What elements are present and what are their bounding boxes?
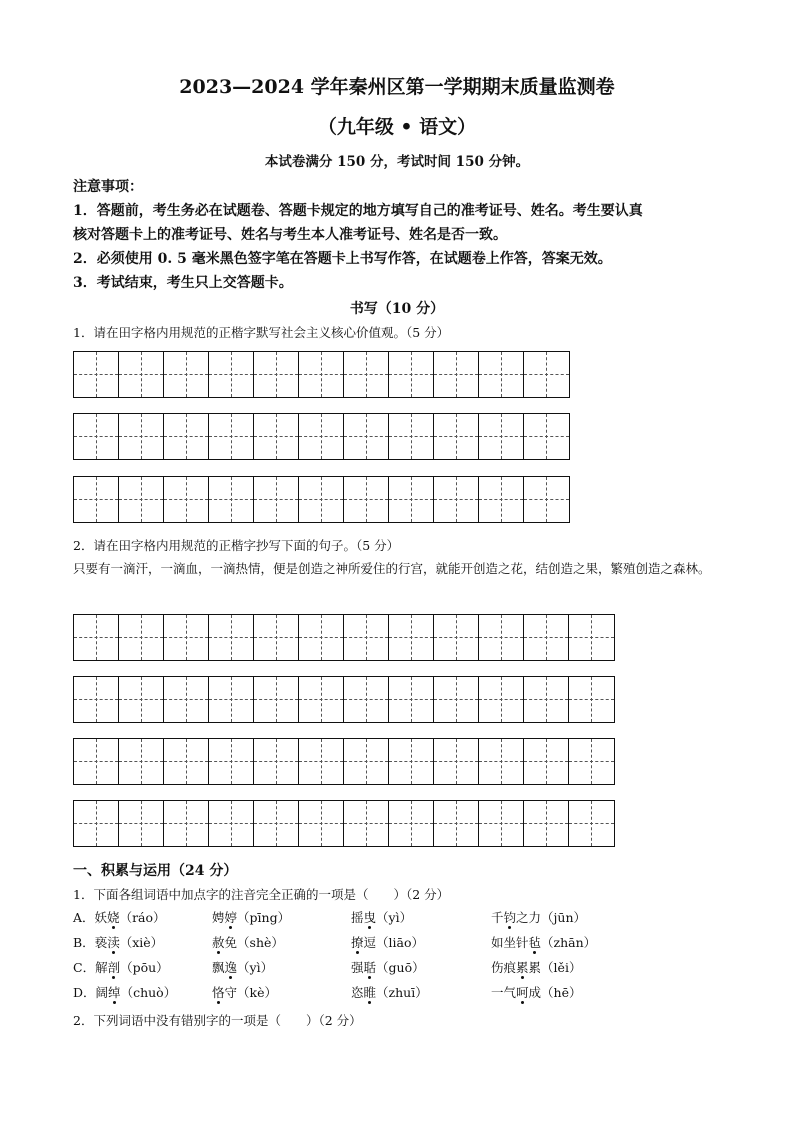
option-b-word-4 xyxy=(491,933,596,951)
section-1-question-2: 2．下列词语中没有错别字的一项是（ ）（2 分） xyxy=(73,1013,362,1028)
dotted-character: 撩 xyxy=(351,935,364,950)
tianzige-row[interactable] xyxy=(73,413,570,460)
tianzige-cell[interactable] xyxy=(299,477,344,522)
tianzige-cell[interactable] xyxy=(524,615,569,660)
pinyin: （zhān） xyxy=(541,935,597,950)
tianzige-cell[interactable] xyxy=(299,352,344,397)
tianzige-cell[interactable] xyxy=(344,801,389,846)
score-info: 本试卷满分 150 分，考试时间 150 分钟。 xyxy=(264,154,530,170)
pinyin: （lěi） xyxy=(541,960,582,975)
tianzige-cell[interactable] xyxy=(119,801,164,846)
word-text: 亵 xyxy=(94,935,108,950)
section-1-heading: 一、积累与运用（24 分） xyxy=(73,863,238,879)
tianzige-cell[interactable] xyxy=(344,414,389,459)
tianzige-cell[interactable] xyxy=(479,352,524,397)
tianzige-cell[interactable] xyxy=(299,615,344,660)
word-text: 一气 xyxy=(491,985,517,1000)
notice-item-1-line-2: 核对答题卡上的准考证号、姓名与考生本人准考证号、姓名是否一致。 xyxy=(73,227,507,243)
option-b-word-1 xyxy=(73,933,163,951)
tianzige-cell[interactable] xyxy=(209,615,254,660)
tianzige-cell[interactable] xyxy=(479,677,524,722)
tianzige-cell[interactable] xyxy=(119,477,164,522)
tianzige-cell[interactable] xyxy=(254,677,299,722)
word-text: 逗 xyxy=(363,935,377,950)
tianzige-cell[interactable] xyxy=(164,414,209,459)
option-a-word-2 xyxy=(212,908,290,926)
tianzige-cell[interactable] xyxy=(524,801,569,846)
dotted-character: 曳 xyxy=(363,910,377,925)
tianzige-cell[interactable] xyxy=(254,739,299,784)
tianzige-cell[interactable] xyxy=(524,414,569,459)
tianzige-cell[interactable] xyxy=(344,739,389,784)
tianzige-cell[interactable] xyxy=(164,739,209,784)
tianzige-cell[interactable] xyxy=(479,739,524,784)
notice-item-1-line-1: 1．答题前，考生务必在试题卷、答题卡规定的地方填写自己的准考证号、姓名。考生要认真 xyxy=(73,203,643,219)
dotted-character: 婷 xyxy=(224,910,238,925)
tianzige-cell[interactable] xyxy=(479,477,524,522)
tianzige-cell[interactable] xyxy=(344,352,389,397)
tianzige-cell[interactable] xyxy=(74,477,119,522)
option-letter[interactable]: A． xyxy=(73,910,95,925)
tianzige-cell[interactable] xyxy=(254,352,299,397)
word-text: 强 xyxy=(351,960,364,975)
tianzige-cell[interactable] xyxy=(299,739,344,784)
word-text: 守 xyxy=(224,985,238,1000)
tianzige-cell[interactable] xyxy=(434,801,479,846)
word-text: 阔 xyxy=(95,985,109,1000)
dotted-character: 钧 xyxy=(503,910,517,925)
tianzige-cell[interactable] xyxy=(344,477,389,522)
word-text: 免 xyxy=(224,935,238,950)
option-b-word-2 xyxy=(212,933,284,951)
option-c-word-2 xyxy=(212,958,273,976)
tianzige-cell[interactable] xyxy=(389,414,434,459)
tianzige-cell[interactable] xyxy=(164,352,209,397)
tianzige-cell[interactable] xyxy=(254,414,299,459)
tianzige-cell[interactable] xyxy=(479,414,524,459)
dotted-character: 累 xyxy=(516,960,529,975)
tianzige-cell[interactable] xyxy=(569,677,614,722)
tianzige-cell[interactable] xyxy=(119,739,164,784)
tianzige-cell[interactable] xyxy=(254,615,299,660)
word-text: 恣 xyxy=(351,985,364,1000)
tianzige-cell[interactable] xyxy=(389,801,434,846)
pinyin: （hē） xyxy=(541,985,582,1000)
tianzige-row[interactable] xyxy=(73,476,570,523)
dotted-character: 聒 xyxy=(363,960,377,975)
option-b-word-3 xyxy=(351,933,424,951)
tianzige-cell[interactable] xyxy=(209,801,254,846)
pinyin: （chuò） xyxy=(120,985,177,1000)
option-letter[interactable]: D． xyxy=(73,985,96,1000)
tianzige-cell[interactable] xyxy=(389,739,434,784)
word-text: 成 xyxy=(528,985,542,1000)
option-a-word-4 xyxy=(491,908,586,926)
tianzige-cell[interactable] xyxy=(434,352,479,397)
tianzige-cell[interactable] xyxy=(299,801,344,846)
tianzige-row[interactable] xyxy=(73,738,615,785)
writing-section-heading: 书写（10 分） xyxy=(349,301,445,317)
word-text: 解 xyxy=(95,960,108,975)
tianzige-row[interactable] xyxy=(73,614,615,661)
option-letter[interactable]: C． xyxy=(73,960,96,975)
tianzige-cell[interactable] xyxy=(164,677,209,722)
word-text: 千 xyxy=(491,910,504,925)
option-d-word-2 xyxy=(212,983,277,1001)
tianzige-cell[interactable] xyxy=(74,414,119,459)
notice-item-3: 3．考试结束，考生只上交答题卡。 xyxy=(73,275,293,291)
pinyin: （yì） xyxy=(376,910,413,925)
dotted-character: 睢 xyxy=(363,985,377,1000)
tianzige-row[interactable] xyxy=(73,800,615,847)
tianzige-cell[interactable] xyxy=(524,352,569,397)
tianzige-cell[interactable] xyxy=(524,677,569,722)
tianzige-cell[interactable] xyxy=(479,801,524,846)
tianzige-cell[interactable] xyxy=(344,615,389,660)
dotted-character: 赦 xyxy=(212,935,225,950)
tianzige-cell[interactable] xyxy=(119,414,164,459)
pinyin: （ráo） xyxy=(119,910,166,925)
tianzige-cell[interactable] xyxy=(164,615,209,660)
dotted-character: 呵 xyxy=(516,985,529,1000)
tianzige-cell[interactable] xyxy=(434,414,479,459)
tianzige-cell[interactable] xyxy=(299,414,344,459)
tianzige-cell[interactable] xyxy=(209,352,254,397)
tianzige-cell[interactable] xyxy=(389,477,434,522)
option-c-word-1 xyxy=(73,958,169,976)
tianzige-cell[interactable] xyxy=(119,352,164,397)
tianzige-cell[interactable] xyxy=(254,801,299,846)
tianzige-row[interactable] xyxy=(73,351,570,398)
dotted-character: 娆 xyxy=(107,910,120,925)
pinyin: （pōu） xyxy=(120,960,169,975)
tianzige-row[interactable] xyxy=(73,676,615,723)
dotted-character: 逸 xyxy=(224,960,238,975)
tianzige-cell[interactable] xyxy=(569,801,614,846)
option-d-word-3 xyxy=(351,983,428,1001)
tianzige-cell[interactable] xyxy=(434,477,479,522)
dotted-character: 毡 xyxy=(528,935,542,950)
dotted-character: 渎 xyxy=(107,935,120,950)
word-text: 娉 xyxy=(212,910,225,925)
pinyin: （jūn） xyxy=(541,910,587,925)
pinyin: （kè） xyxy=(237,985,278,1000)
option-letter[interactable]: B． xyxy=(73,935,95,950)
pinyin: （liāo） xyxy=(376,935,425,950)
tianzige-cell[interactable] xyxy=(569,615,614,660)
tianzige-cell[interactable] xyxy=(209,477,254,522)
word-text: 摇 xyxy=(351,910,364,925)
tianzige-cell[interactable] xyxy=(74,739,119,784)
option-a-word-1 xyxy=(73,908,166,926)
tianzige-cell[interactable] xyxy=(299,677,344,722)
tianzige-cell[interactable] xyxy=(389,677,434,722)
word-text: 之力 xyxy=(516,910,542,925)
dotted-character: 剖 xyxy=(107,960,121,975)
tianzige-cell[interactable] xyxy=(119,677,164,722)
writing-question-1: 1．请在田字格内用规范的正楷字默写社会主义核心价值观。（5 分） xyxy=(73,325,450,340)
word-text: 累 xyxy=(528,960,542,975)
tianzige-cell[interactable] xyxy=(209,414,254,459)
tianzige-cell[interactable] xyxy=(434,615,479,660)
word-text: 飘 xyxy=(212,960,225,975)
option-c-word-4 xyxy=(491,958,581,976)
pinyin: （guō） xyxy=(376,960,425,975)
tianzige-cell[interactable] xyxy=(74,352,119,397)
writing-question-2: 2．请在田字格内用规范的正楷字抄写下面的句子。（5 分） xyxy=(73,538,400,553)
option-a-word-3 xyxy=(351,908,412,926)
tianzige-cell[interactable] xyxy=(389,352,434,397)
tianzige-cell[interactable] xyxy=(524,477,569,522)
word-text: 伤痕 xyxy=(491,960,517,975)
tianzige-cell[interactable] xyxy=(209,739,254,784)
tianzige-cell[interactable] xyxy=(434,677,479,722)
option-d-word-1 xyxy=(73,983,176,1001)
tianzige-cell[interactable] xyxy=(164,477,209,522)
section-1-question-1: 1．下面各组词语中加点字的注音完全正确的一项是（ ）（2 分） xyxy=(73,887,450,902)
tianzige-cell[interactable] xyxy=(479,615,524,660)
word-text: 妖 xyxy=(94,910,108,925)
option-c-word-3 xyxy=(351,958,425,976)
tianzige-cell[interactable] xyxy=(434,739,479,784)
option-d-word-4 xyxy=(491,983,582,1001)
pinyin: （shè） xyxy=(237,935,284,950)
pinyin: （zhuī） xyxy=(376,985,428,1000)
word-text: 如坐针 xyxy=(491,935,529,950)
tianzige-cell[interactable] xyxy=(164,801,209,846)
dotted-character: 绰 xyxy=(108,985,121,1000)
copy-passage: 只要有一滴汗，一滴血，一滴热情，便是创造之神所爱住的行宫，就能开创造之花，结创造之果，繁殖创造之森林。 xyxy=(73,561,711,576)
tianzige-cell[interactable] xyxy=(569,739,614,784)
tianzige-cell[interactable] xyxy=(119,615,164,660)
notice-item-2: 2．必须使用 0. 5 毫米黑色签字笔在答题卡上书写作答，在试题卷上作答，答案无效。 xyxy=(73,251,612,267)
notice-heading: 注意事项： xyxy=(73,179,143,195)
tianzige-cell[interactable] xyxy=(74,615,119,660)
tianzige-cell[interactable] xyxy=(74,801,119,846)
pinyin: （yì） xyxy=(237,960,274,975)
tianzige-cell[interactable] xyxy=(74,677,119,722)
tianzige-cell[interactable] xyxy=(389,615,434,660)
exam-title: 2023—2024 学年秦州区第一学期期末质量监测卷 xyxy=(179,76,615,98)
pinyin: （xiè） xyxy=(119,935,164,950)
pinyin: （pīng） xyxy=(237,910,291,925)
tianzige-cell[interactable] xyxy=(344,677,389,722)
tianzige-cell[interactable] xyxy=(254,477,299,522)
exam-subtitle: （九年级 • 语文） xyxy=(317,116,477,138)
dotted-character: 恪 xyxy=(212,985,225,1000)
tianzige-cell[interactable] xyxy=(209,677,254,722)
tianzige-cell[interactable] xyxy=(524,739,569,784)
